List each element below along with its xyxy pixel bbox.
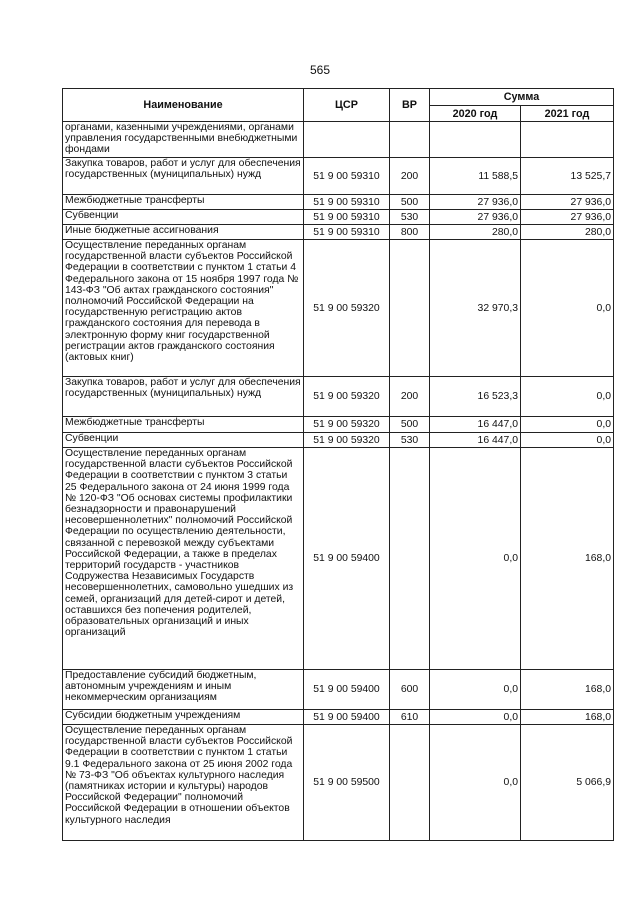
table-row: [63, 433, 614, 448]
row-sum-2020: 16 523,3: [430, 377, 521, 417]
row-vr: 530: [390, 433, 430, 448]
row-sum-2021: 0,0: [521, 417, 614, 433]
header-name: Наименование: [63, 89, 304, 122]
header-csr: ЦСР: [304, 89, 390, 122]
table-row: [63, 158, 614, 195]
row-sum-2021: 0,0: [521, 240, 614, 377]
row-sum-2021: 0,0: [521, 433, 614, 448]
row-name: Осуществление переданных органам государственной власти субъектов Российской Федерации в соответствии с пунктом 3 статьи 25 Федерального закона от 24 июня 1999 года № 120-ФЗ "Об основах системы профилактики безнадзорности и правонарушений несовершеннолетних" полномочий Российской Федерации по осуществлению деятельности, связанной с перевозкой между субъектами Российской Федерации, а также в пределах территорий государств - участников Содружества Независимых Государств несовершеннолетних, самовольно ушедших из семей, организаций для детей-сирот и детей, оставшихся без попечения родителей, образовательных организаций и иных организаций: [63, 448, 304, 670]
row-sum-2021: 27 936,0: [521, 195, 614, 210]
row-sum-2020: 16 447,0: [430, 417, 521, 433]
row-name: Иные бюджетные ассигнования: [63, 225, 304, 240]
table-row: [63, 122, 614, 158]
header-year-2021: 2021 год: [521, 106, 614, 122]
row-name: Межбюджетные трансферты: [63, 195, 304, 210]
row-vr: 610: [390, 710, 430, 725]
row-vr: [390, 725, 430, 841]
row-sum-2020: 11 588,5: [430, 158, 521, 195]
budget-table: [62, 88, 614, 841]
row-sum-2020: 27 936,0: [430, 195, 521, 210]
row-sum-2021: 13 525,7: [521, 158, 614, 195]
header-year-2020: 2020 год: [430, 106, 521, 122]
table-row: [63, 210, 614, 225]
row-name: Осуществление переданных органам государственной власти субъектов Российской Федерации в соответствии с пунктом 1 статьи 4 Федерального закона от 15 ноября 1997 года № 143-ФЗ "Об актах гражданского состояния" полномочий Российской Федерации на государственную регистрацию актов гражданского состояния для перевода в электронную форму книг государственной регистрации актов гражданского состояния (актовых книг): [63, 240, 304, 377]
row-csr: [304, 122, 390, 158]
table-row: [63, 417, 614, 433]
table-row: [63, 225, 614, 240]
row-name: Закупка товаров, работ и услуг для обеспечения государственных (муниципальных) нужд: [63, 158, 304, 195]
row-sum-2020: [430, 122, 521, 158]
row-sum-2021: [521, 122, 614, 158]
row-sum-2021: 280,0: [521, 225, 614, 240]
row-sum-2021: 27 936,0: [521, 210, 614, 225]
row-sum-2020: 16 447,0: [430, 433, 521, 448]
row-name: органами, казенными учреждениями, органами управления государственными внебюджетными фондами: [63, 122, 304, 158]
row-sum-2020: 0,0: [430, 725, 521, 841]
row-csr: 51 9 00 59320: [304, 417, 390, 433]
row-sum-2021: 168,0: [521, 670, 614, 710]
row-csr: 51 9 00 59310: [304, 210, 390, 225]
row-name: Закупка товаров, работ и услуг для обеспечения государственных (муниципальных) нужд: [63, 377, 304, 417]
row-name: Предоставление субсидий бюджетным, автономным учреждениям и иным некоммерческим организациям: [63, 670, 304, 710]
row-sum-2020: 0,0: [430, 448, 521, 670]
row-sum-2020: 27 936,0: [430, 210, 521, 225]
row-csr: 51 9 00 59400: [304, 710, 390, 725]
row-sum-2020: 280,0: [430, 225, 521, 240]
row-vr: 500: [390, 195, 430, 210]
row-vr: 530: [390, 210, 430, 225]
row-vr: 800: [390, 225, 430, 240]
row-csr: 51 9 00 59310: [304, 195, 390, 210]
header-vr: ВР: [390, 89, 430, 122]
table-row: [63, 725, 614, 841]
row-csr: 51 9 00 59400: [304, 448, 390, 670]
table-row: [63, 710, 614, 725]
row-csr: 51 9 00 59320: [304, 240, 390, 377]
row-csr: 51 9 00 59400: [304, 670, 390, 710]
header-sum: Сумма: [430, 89, 614, 106]
row-vr: 600: [390, 670, 430, 710]
row-csr: 51 9 00 59320: [304, 377, 390, 417]
row-name: Субвенции: [63, 433, 304, 448]
row-sum-2020: 0,0: [430, 670, 521, 710]
row-vr: [390, 240, 430, 377]
table-row: [63, 377, 614, 417]
row-sum-2021: 5 066,9: [521, 725, 614, 841]
table-row: [63, 240, 614, 377]
row-name: Субсидии бюджетным учреждениям: [63, 710, 304, 725]
row-vr: 200: [390, 158, 430, 195]
table-row: [63, 670, 614, 710]
row-csr: 51 9 00 59310: [304, 225, 390, 240]
row-name: Субвенции: [63, 210, 304, 225]
row-vr: 200: [390, 377, 430, 417]
row-vr: [390, 122, 430, 158]
page-number: 565: [309, 63, 331, 77]
row-sum-2020: 0,0: [430, 710, 521, 725]
row-name: Межбюджетные трансферты: [63, 417, 304, 433]
row-vr: 500: [390, 417, 430, 433]
table-row: [63, 448, 614, 670]
row-vr: [390, 448, 430, 670]
row-csr: 51 9 00 59310: [304, 158, 390, 195]
row-sum-2021: 168,0: [521, 448, 614, 670]
row-sum-2020: 32 970,3: [430, 240, 521, 377]
table-row: [63, 195, 614, 210]
row-csr: 51 9 00 59320: [304, 433, 390, 448]
row-csr: 51 9 00 59500: [304, 725, 390, 841]
row-name: Осуществление переданных органам государственной власти субъектов Российской Федерации в соответствии с пунктом 1 статьи 9.1 Федерального закона от 25 июня 2002 года № 73-ФЗ "Об объектах культурного наследия (памятниках истории и культуры) народов Российской Федерации" полномочий Российской Федерации в отношении объектов культурного наследия: [63, 725, 304, 841]
row-sum-2021: 168,0: [521, 710, 614, 725]
row-sum-2021: 0,0: [521, 377, 614, 417]
